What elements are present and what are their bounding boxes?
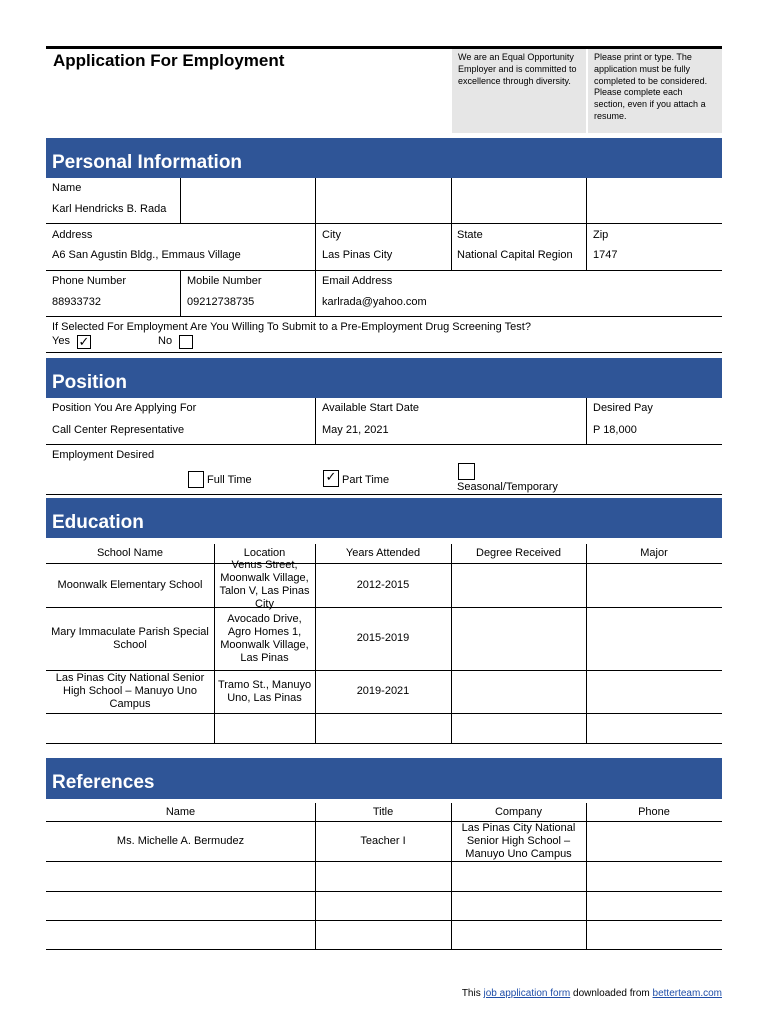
position-applying-label: Position You Are Applying For	[52, 402, 197, 414]
education-cell[interactable]: Venus Street, Moonwalk Village, Talon V, Las Pinas City	[219, 559, 310, 610]
job-application-form-link[interactable]: job application form	[483, 988, 571, 999]
column-header: Years Attended	[345, 547, 421, 559]
divider	[315, 271, 316, 317]
full-time-label: Full Time	[207, 474, 252, 486]
betterteam-link[interactable]: betterteam.com	[652, 988, 722, 999]
part-time-label: Part Time	[342, 474, 390, 486]
divider	[46, 743, 722, 744]
column-header: Major	[640, 547, 668, 559]
column-header: Degree Received	[476, 547, 561, 559]
education-cell[interactable]: Avocado Drive, Agro Homes 1, Moonwalk Village, Las Pinas	[220, 612, 309, 664]
divider	[46, 494, 722, 495]
reference-cell[interactable]	[451, 861, 586, 891]
column-header: Company	[494, 805, 543, 818]
education-cell[interactable]: Moonwalk Elementary School	[57, 578, 203, 591]
education-cell[interactable]: Mary Immaculate Parish Special School	[51, 625, 209, 651]
zip-label: Zip	[593, 229, 609, 241]
city-field[interactable]: Las Pinas City	[322, 249, 393, 261]
education-cell[interactable]: 2015-2019	[356, 632, 410, 644]
divider	[451, 544, 452, 743]
divider	[586, 803, 587, 949]
reference-cell[interactable]	[315, 861, 451, 891]
name-label: Name	[52, 182, 82, 194]
divider	[46, 316, 722, 317]
education-cell[interactable]	[451, 670, 586, 713]
education-cell[interactable]	[451, 713, 586, 743]
employment-desired-label: Employment Desired	[52, 449, 155, 461]
phone-field[interactable]: 88933732	[52, 296, 101, 308]
zip-field[interactable]: 1747	[593, 249, 618, 261]
start-date-label: Available Start Date	[322, 402, 420, 414]
divider	[451, 224, 452, 270]
column-header: School Name	[96, 547, 164, 559]
email-field[interactable]: karlrada@yahoo.com	[322, 296, 427, 308]
reference-cell[interactable]	[46, 891, 315, 920]
education-cell[interactable]: 2012-2015	[356, 578, 410, 591]
section-header-position: Position	[46, 358, 722, 398]
state-field[interactable]: National Capital Region	[457, 249, 573, 261]
section-header-education: Education	[46, 498, 722, 538]
position-applying-field[interactable]: Call Center Representative	[52, 424, 185, 436]
name-field[interactable]: Karl Hendricks B. Rada	[52, 203, 167, 215]
divider	[46, 949, 722, 950]
yes-checkbox[interactable]: ✓	[78, 334, 90, 349]
desired-pay-label: Desired Pay	[593, 402, 653, 414]
column-header: Location	[243, 547, 286, 559]
education-cell[interactable]	[214, 713, 315, 743]
divider	[315, 398, 316, 444]
page-title: Application For Employment	[53, 51, 285, 70]
full-time-checkbox[interactable]	[188, 471, 204, 488]
education-cell[interactable]	[451, 563, 586, 607]
divider	[586, 544, 587, 743]
divider	[214, 544, 215, 743]
divider	[46, 223, 722, 224]
divider	[451, 803, 452, 949]
divider	[586, 224, 587, 270]
city-label: City	[322, 229, 341, 241]
footer-middle: downloaded from	[573, 988, 650, 999]
education-cell[interactable]: Las Pinas City National Senior High School – Manuyo Uno Campus	[55, 672, 205, 710]
divider	[315, 224, 316, 270]
part-time-checkbox[interactable]: ✓	[323, 470, 339, 487]
seasonal-label: Seasonal/Temporary	[457, 481, 558, 493]
eeo-note: We are an Equal Opportunity Employer and is committed to excellence through diversity.	[452, 49, 586, 133]
divider	[180, 178, 181, 224]
yes-label: Yes	[52, 335, 70, 347]
section-header-personal: Personal Information	[46, 138, 722, 178]
drug-screening-question: If Selected For Employment Are You Willing To Submit to a Pre-Employment Drug Screening Test?	[52, 321, 531, 333]
address-field[interactable]: A6 San Agustin Bldg., Emmaus Village	[52, 249, 241, 261]
print-instructions: Please print or type. The application must be fully completed to be considered. Please complete each section, even if you attach a resume.	[588, 49, 722, 133]
education-cell[interactable]	[46, 713, 214, 743]
divider	[315, 544, 316, 743]
education-cell[interactable]	[315, 713, 451, 743]
email-label: Email Address	[322, 275, 393, 287]
mobile-field[interactable]: 09212738735	[187, 296, 255, 308]
column-header: Name	[165, 805, 196, 818]
reference-cell[interactable]	[46, 861, 315, 891]
education-cell[interactable]	[586, 607, 722, 670]
seasonal-checkbox[interactable]	[458, 463, 475, 480]
education-cell[interactable]	[451, 607, 586, 670]
section-header-references: References	[46, 758, 722, 799]
state-label: State	[457, 229, 483, 241]
column-header: Title	[372, 805, 394, 818]
divider	[586, 178, 587, 224]
divider	[46, 444, 722, 445]
divider	[315, 178, 316, 224]
mobile-label: Mobile Number	[187, 275, 262, 287]
reference-cell[interactable]	[451, 891, 586, 920]
no-label: No	[158, 335, 173, 347]
education-cell[interactable]	[586, 713, 722, 743]
divider	[315, 803, 316, 949]
reference-cell[interactable]	[315, 920, 451, 949]
divider	[586, 398, 587, 444]
footer-prefix: This	[461, 988, 481, 999]
education-cell[interactable]	[586, 563, 722, 607]
reference-cell[interactable]: Ms. Michelle A. Bermudez	[116, 834, 245, 847]
education-cell[interactable]: Tramo St., Manuyo Uno, Las Pinas	[217, 678, 312, 704]
divider	[46, 270, 722, 271]
reference-cell[interactable]	[451, 920, 586, 949]
reference-cell[interactable]: Las Pinas City National Senior High School – Manuyo Uno Campus	[461, 821, 576, 860]
divider	[46, 352, 722, 353]
reference-cell[interactable]	[586, 861, 722, 891]
divider	[451, 178, 452, 224]
reference-cell[interactable]	[46, 920, 315, 949]
reference-cell[interactable]	[586, 821, 722, 861]
phone-label: Phone Number	[52, 275, 126, 287]
reference-cell[interactable]	[315, 891, 451, 920]
divider	[180, 271, 181, 317]
desired-pay-field[interactable]: P 18,000	[593, 424, 637, 436]
no-checkbox[interactable]	[179, 335, 193, 349]
reference-cell[interactable]	[586, 920, 722, 949]
reference-cell[interactable]: Teacher I	[360, 834, 406, 847]
footer-note	[462, 988, 722, 999]
reference-cell[interactable]	[586, 891, 722, 920]
education-cell[interactable]	[586, 670, 722, 713]
start-date-field[interactable]: May 21, 2021	[322, 424, 389, 436]
address-label: Address	[52, 229, 93, 241]
column-header: Phone	[638, 805, 670, 818]
education-cell[interactable]: 2019-2021	[356, 685, 410, 697]
